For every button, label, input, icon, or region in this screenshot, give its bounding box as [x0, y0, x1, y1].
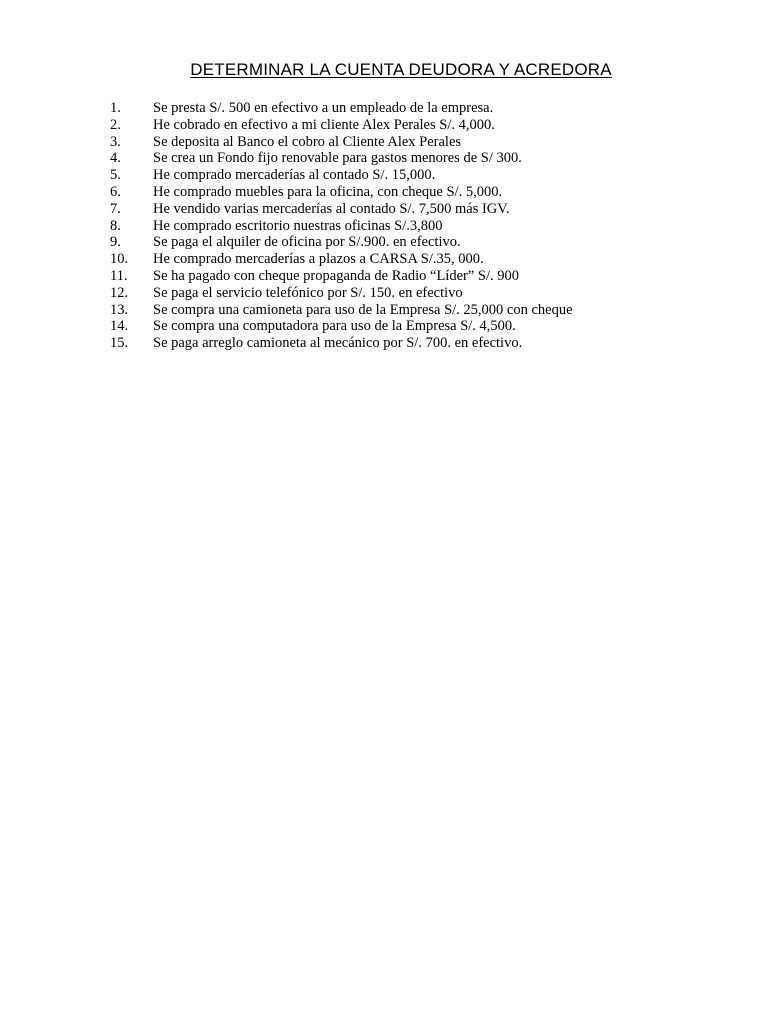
item-text: He comprado mercaderías a plazos a CARSA S/.35, 000. — [153, 251, 484, 268]
item-text: Se deposita al Banco el cobro al Cliente Alex Perales — [153, 133, 462, 150]
item-number: 10. — [110, 251, 129, 268]
item-number: 9. — [110, 234, 121, 251]
list-item — [110, 302, 730, 319]
item-text: He cobrado en efectivo a mi cliente Alex Perales S/. 4,000. — [153, 116, 495, 133]
item-number: 5. — [110, 167, 121, 184]
item-number: 3. — [110, 133, 121, 150]
item-text: He comprado escritorio nuestras oficinas S/.3,800 — [153, 217, 443, 234]
list-item — [110, 318, 730, 335]
item-text: Se compra una computadora para uso de la Empresa S/. 4,500. — [153, 318, 516, 335]
list-item — [110, 201, 730, 218]
list-item — [110, 150, 730, 167]
item-number: 13. — [110, 301, 129, 318]
document-title: DETERMINAR LA CUENTA DEUDORA Y ACREDORA — [190, 60, 612, 79]
item-number: 6. — [110, 183, 121, 200]
item-text: Se presta S/. 500 en efectivo a un empleado de la empresa. — [153, 100, 494, 116]
item-number: 12. — [110, 284, 129, 301]
item-number: 8. — [110, 217, 121, 234]
item-number: 15. — [110, 335, 129, 352]
list-item — [110, 184, 730, 201]
list-item — [110, 167, 730, 184]
item-number: 4. — [110, 150, 121, 167]
list-item — [110, 134, 730, 151]
item-number: 1. — [110, 100, 121, 116]
list-item — [110, 117, 730, 134]
list-item — [110, 218, 730, 235]
item-number: 2. — [110, 116, 121, 133]
item-text: Se ha pagado con cheque propaganda de Radio “Líder” S/. 900 — [153, 267, 519, 284]
item-number: 7. — [110, 200, 121, 217]
item-number: 14. — [110, 318, 129, 335]
list-item — [110, 234, 730, 251]
item-text: He vendido varias mercaderías al contado S/. 7,500 más IGV. — [153, 200, 510, 217]
item-number: 11. — [110, 267, 128, 284]
list-item — [110, 268, 730, 285]
item-text: He comprado mercaderías al contado S/. 15,000. — [153, 167, 436, 184]
list-item — [110, 100, 730, 117]
item-text: Se crea un Fondo fijo renovable para gastos menores de S/ 300. — [153, 150, 522, 167]
exercise-list — [110, 100, 730, 352]
item-text: Se paga arreglo camioneta al mecánico por S/. 700. en efectivo. — [153, 335, 523, 352]
list-item — [110, 285, 730, 302]
item-text: Se compra una camioneta para uso de la Empresa S/. 25,000 con cheque — [153, 301, 573, 318]
list-item — [110, 251, 730, 268]
item-text: He comprado muebles para la oficina, con cheque S/. 5,000. — [153, 183, 503, 200]
item-text: Se paga el alquiler de oficina por S/.900. en efectivo. — [153, 234, 461, 251]
item-text: Se paga el servicio telefónico por S/. 150. en efectivo — [153, 284, 463, 301]
list-item — [110, 335, 730, 352]
